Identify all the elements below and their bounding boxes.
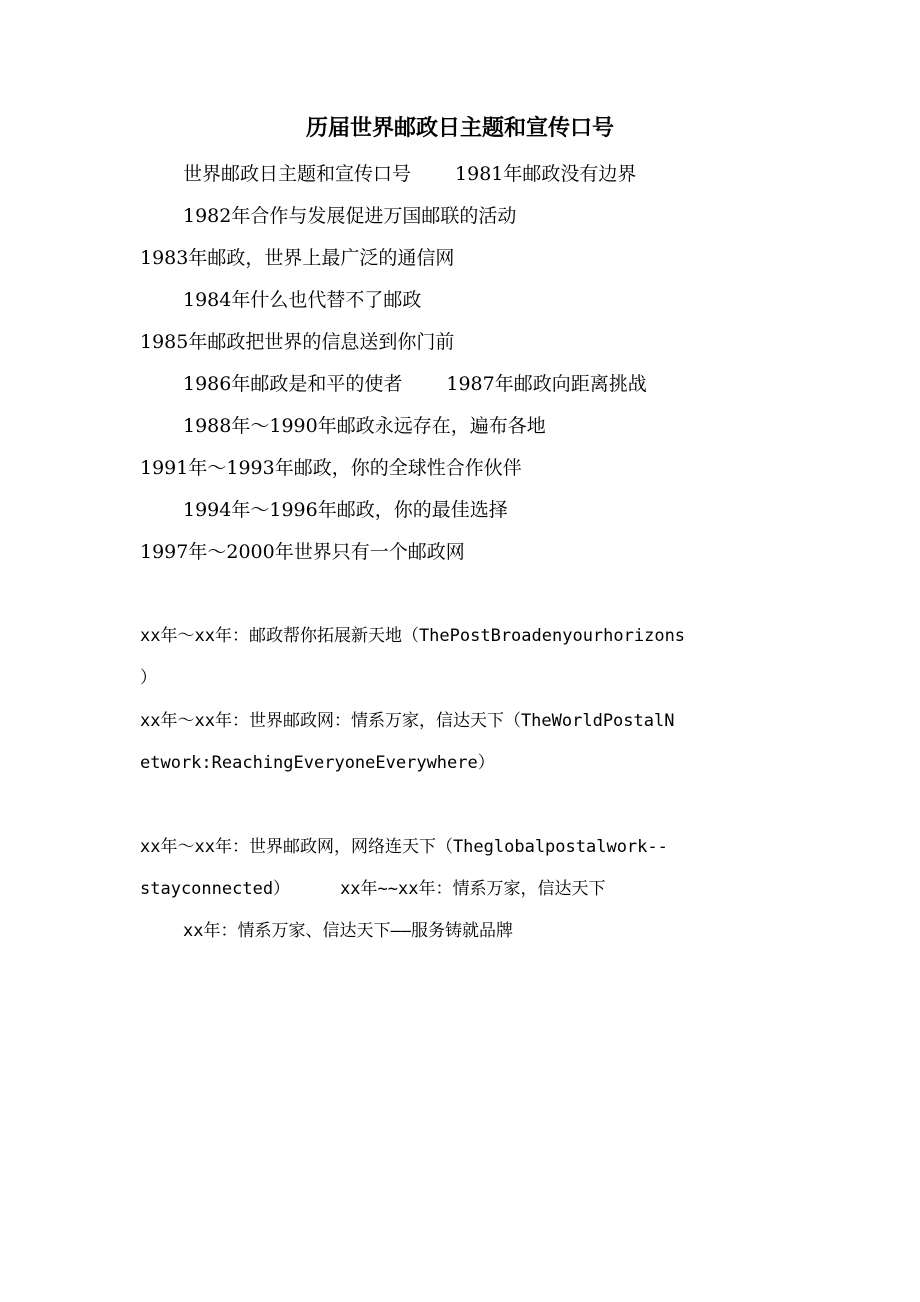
- text-line: 1983年邮政，世界上最广泛的通信网: [140, 247, 455, 269]
- text-segment: stayconnected）: [140, 879, 291, 899]
- text-line: 1988年～1990年邮政永远存在，遍布各地: [183, 415, 546, 437]
- text-line: 1991年～1993年邮政，你的全球性合作伙伴: [140, 457, 522, 479]
- text-line: xx年：情系万家、信达天下——服务铸就品牌: [183, 921, 513, 941]
- document-title: 历届世界邮政日主题和宣传口号: [305, 115, 614, 141]
- text-line: [183, 160, 636, 188]
- text-segment: 1981年邮政没有边界: [455, 163, 637, 185]
- text-line: 1982年合作与发展促进万国邮联的活动: [183, 205, 517, 227]
- text-line: 1994年～1996年邮政，你的最佳选择: [183, 499, 508, 521]
- text-line: 1997年～2000年世界只有一个邮政网: [140, 541, 465, 563]
- text-line: 1984年什么也代替不了邮政: [183, 289, 422, 311]
- text-line: etwork:ReachingEveryoneEverywhere）: [140, 753, 495, 773]
- text-segment: xx年~~xx年：情系万家，信达天下: [340, 879, 606, 899]
- text-segment: 世界邮政日主题和宣传口号: [183, 163, 412, 185]
- text-line: xx年～xx年：世界邮政网，网络连天下（Theglobalpostalwork--: [140, 837, 668, 857]
- text-line: xx年～xx年：邮政帮你拓展新天地（ThePostBroadenyourhorizons: [140, 626, 686, 646]
- text-line: [183, 370, 647, 398]
- text-segment: 1987年邮政向距离挑战: [446, 373, 647, 395]
- text-line: xx年～xx年：世界邮政网：情系万家，信达天下（TheWorldPostalN: [140, 711, 675, 731]
- text-line: ）: [140, 668, 157, 688]
- text-line: [140, 875, 605, 903]
- text-line: 1985年邮政把世界的信息送到你门前: [140, 331, 455, 353]
- text-segment: 1986年邮政是和平的使者: [183, 373, 403, 395]
